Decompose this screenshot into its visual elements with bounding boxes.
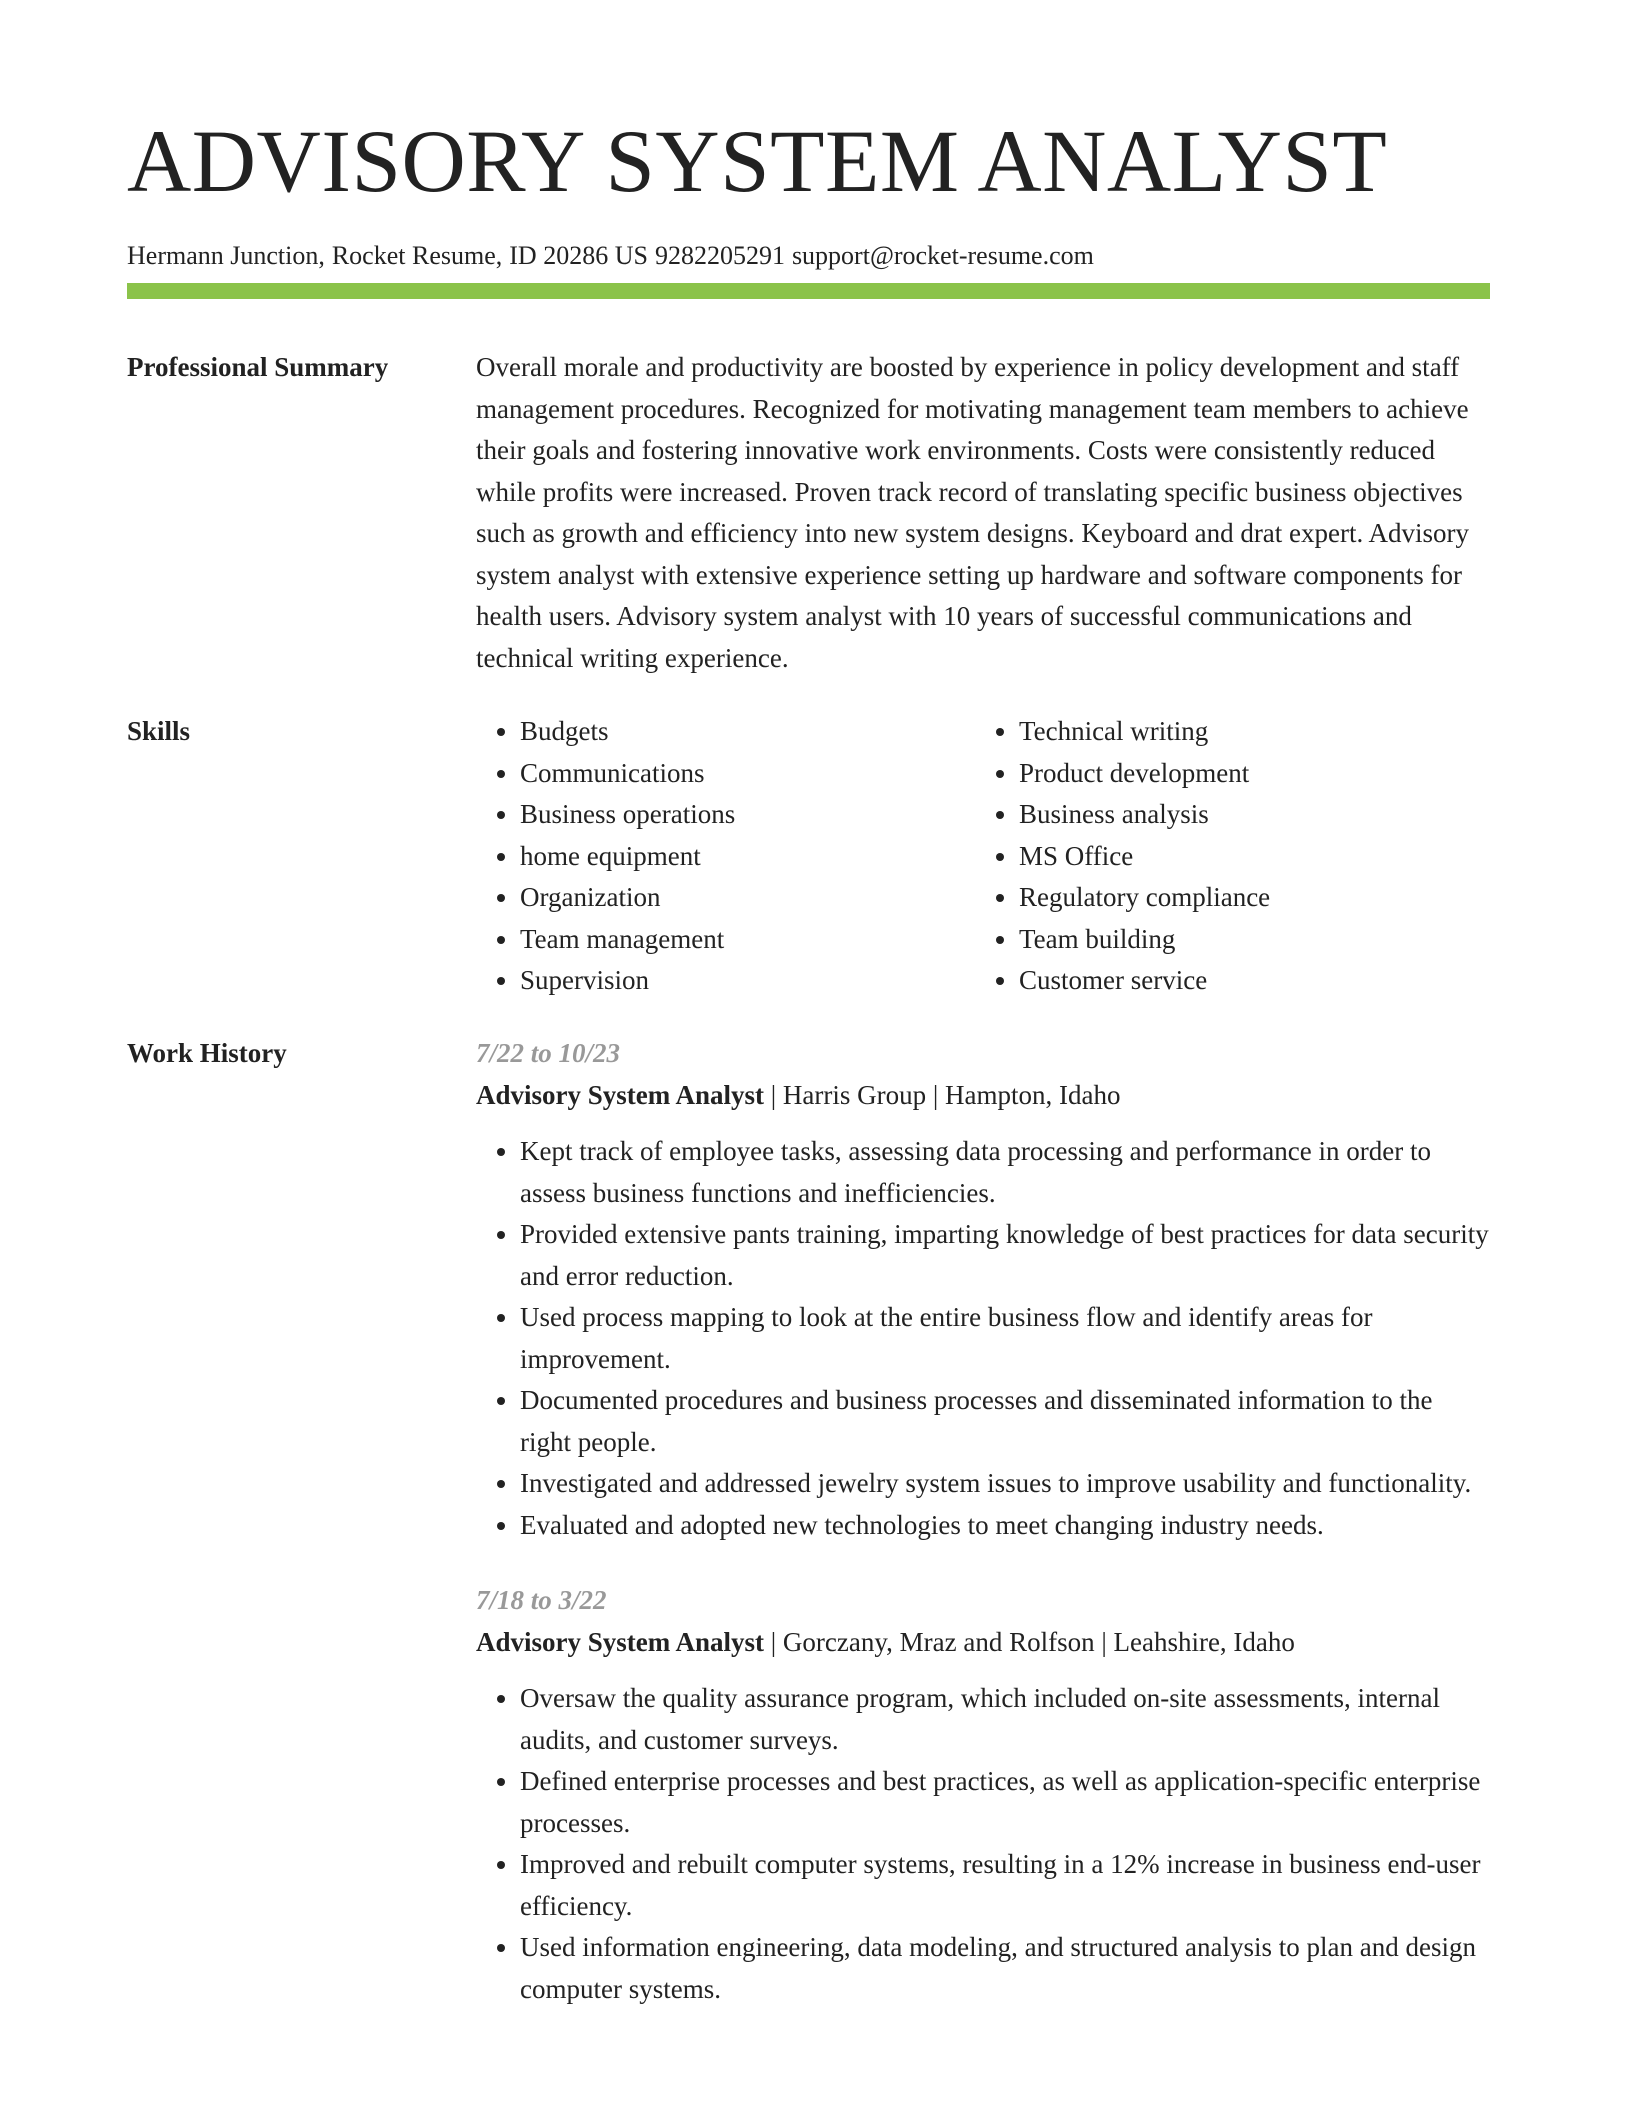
skill-item: • Technical writing — [1019, 711, 1474, 753]
resume-header — [127, 113, 1489, 271]
job-role: Advisory System Analyst — [476, 1626, 765, 1657]
skill-item: • Regulatory compliance — [1019, 877, 1474, 919]
skill-item: • Supervision — [520, 960, 975, 1002]
job-entry — [476, 1580, 1490, 2010]
skill-item: • Customer service — [1019, 960, 1474, 1002]
skill-item: • Product development — [1019, 753, 1474, 795]
skills-columns — [476, 711, 1490, 1002]
job-company-location: | Harris Group | Hampton, Idaho — [764, 1079, 1121, 1110]
job-bullet: • Evaluated and adopted new technologies to meet changing industry needs. — [520, 1505, 1490, 1547]
skill-item: • Communications — [520, 753, 975, 795]
skill-item: • Budgets — [520, 711, 975, 753]
job-title-line — [476, 1622, 1490, 1664]
section-title-work-history: Work History — [127, 1038, 287, 1068]
skill-item: • Team management — [520, 919, 975, 961]
job-bullet: • Documented procedures and business processes and disseminated information to the right people. — [520, 1380, 1490, 1463]
job-bullet: • Used information engineering, data modeling, and structured analysis to plan and design computer systems. — [520, 1927, 1490, 2010]
job-role: Advisory System Analyst — [476, 1079, 765, 1110]
work-history-body — [476, 1033, 1490, 2044]
header-divider — [127, 283, 1490, 299]
skill-item: • Business analysis — [1019, 794, 1474, 836]
contact-line — [127, 240, 1489, 271]
contact-email: support@rocket-resume.com — [791, 241, 1094, 270]
job-entry — [476, 1033, 1490, 1546]
job-dates: 7/18 to 3/22 — [476, 1585, 607, 1615]
skill-item: • home equipment — [520, 836, 975, 878]
skills-list-left — [476, 711, 975, 1002]
job-title-line — [476, 1075, 1490, 1117]
job-bullet: • Investigated and addressed jewelry system issues to improve usability and functionality. — [520, 1463, 1490, 1505]
skill-item: • Team building — [1019, 919, 1474, 961]
candidate-name: ADVISORY SYSTEM ANALYST — [127, 113, 1388, 211]
job-dates: 7/22 to 10/23 — [476, 1038, 621, 1068]
contact-region: ID 20286 US — [509, 241, 648, 270]
summary-text: Overall morale and productivity are boosted by experience in policy development and staff management procedures. Recognized for motivating management team members to achieve their goals and fostering innovative work environments. Costs were consistently reduced while profits were increased. Proven track record of translating specific business objectives such as growth and efficiency into new system designs. Keyboard and drat expert. Advisory system analyst with extensive experience setting up hardware and software components for health users. Advisory system analyst with 10 years of successful communications and technical writing experience. — [476, 352, 1470, 673]
contact-street: Hermann Junction, — [127, 241, 325, 270]
job-bullet: • Improved and rebuilt computer systems, resulting in a 12% increase in business end-user efficiency. — [520, 1844, 1490, 1927]
contact-phone: 9282205291 — [654, 241, 785, 270]
job-bullets — [476, 1678, 1490, 2010]
job-bullet: • Defined enterprise processes and best practices, as well as application-specific enterprise processes. — [520, 1761, 1490, 1844]
job-bullets — [476, 1131, 1490, 1546]
section-title-skills: Skills — [127, 716, 191, 746]
job-bullet: • Oversaw the quality assurance program, which included on-site assessments, internal audits, and customer surveys. — [520, 1678, 1490, 1761]
job-bullet: • Provided extensive pants training, imparting knowledge of best practices for data security and error reduction. — [520, 1214, 1490, 1297]
skills-list-right — [975, 711, 1474, 1002]
job-bullet: • Used process mapping to look at the entire business flow and identify areas for improvement. — [520, 1297, 1490, 1380]
summary-body — [476, 347, 1490, 679]
skill-item: • MS Office — [1019, 836, 1474, 878]
job-company-location: | Gorczany, Mraz and Rolfson | Leahshire, Idaho — [764, 1626, 1295, 1657]
job-bullet: • Kept track of employee tasks, assessing data processing and performance in order to assess business functions and inefficiencies. — [520, 1131, 1490, 1214]
skills-body — [476, 711, 1490, 1002]
skill-item: • Business operations — [520, 794, 975, 836]
skill-item: • Organization — [520, 877, 975, 919]
section-title-summary: Professional Summary — [127, 352, 389, 382]
contact-city: Rocket Resume, — [331, 241, 503, 270]
